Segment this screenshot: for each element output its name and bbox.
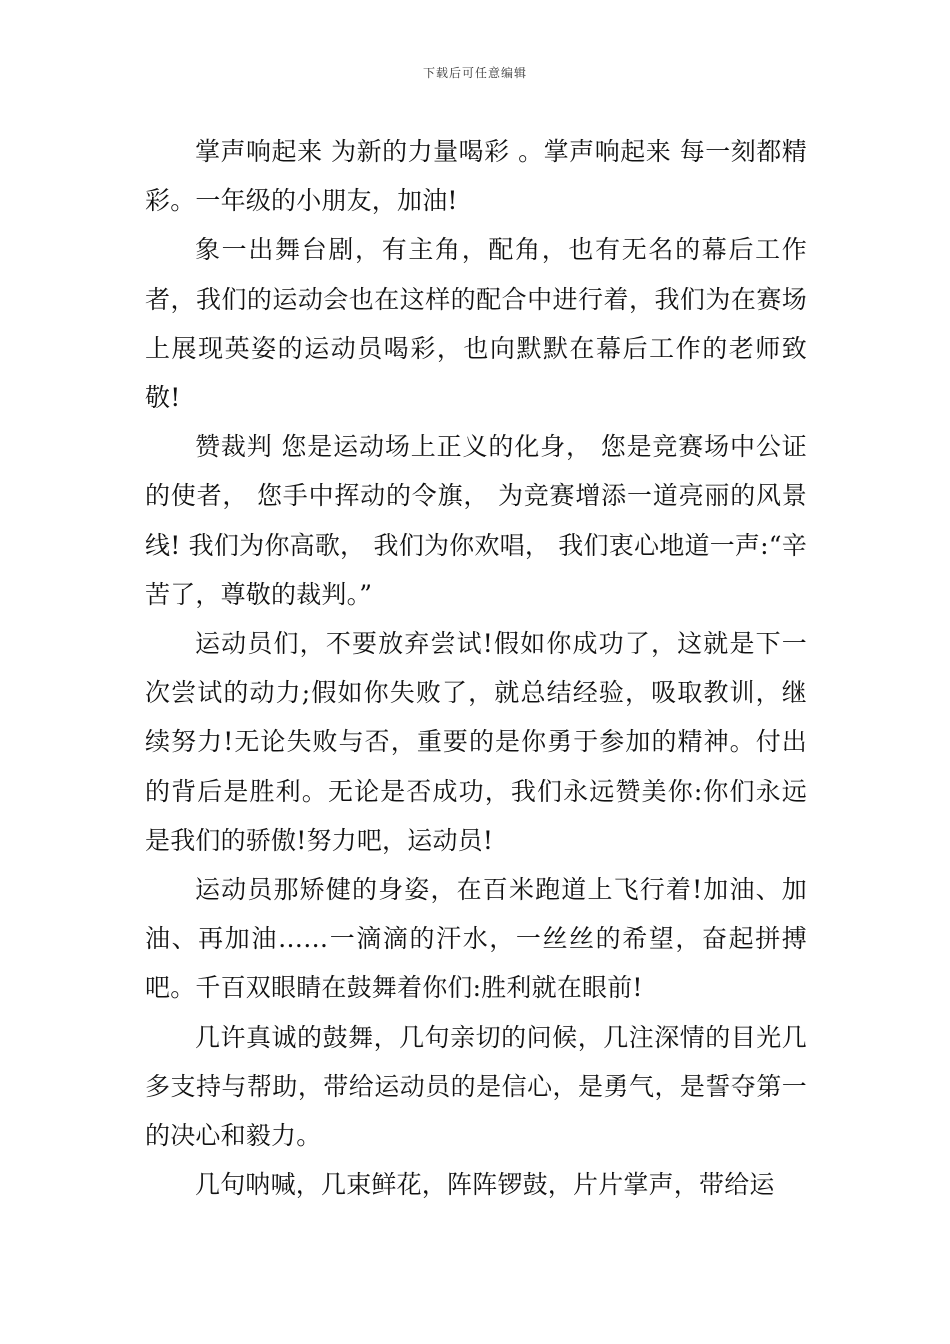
paragraph-1: 掌声响起来 为新的力量喝彩 。掌声响起来 每一刻都精彩。一年级的小朋友，加油! bbox=[145, 137, 807, 216]
paragraph-5: 运动员那矫健的身姿，在百米跑道上飞行着!加油、加油、再加油……一滴滴的汗水，一丝丝的希望，奋起拼搏吧。千百双眼睛在鼓舞着你们:胜利就在眼前! bbox=[145, 875, 807, 1003]
paragraph-4: 运动员们，不要放弃尝试!假如你成功了，这就是下一次尝试的动力;假如你失败了，就总结经验，吸取教训，继续努力!无论失败与否，重要的是你勇于参加的精神。付出的背后是胜利。无论是否成功，我们永远赞美你:你们永远是我们的骄傲!努力吧，运动员! bbox=[145, 629, 807, 855]
document-body bbox=[145, 127, 807, 1209]
paragraph-7: 几句呐喊，几束鲜花，阵阵锣鼓，片片掌声，带给运 bbox=[195, 1170, 775, 1200]
paragraph-3: 赞裁判 您是运动场上正义的化身， 您是竞赛场中公证的使者， 您手中挥动的令旗， 为竞赛增添一道亮丽的风景线! 我们为你高歌， 我们为你欢唱， 我们衷心地道一声:“辛苦了，尊敬的裁判。” bbox=[145, 432, 807, 609]
page-header: 下载后可任意编辑 bbox=[422, 66, 527, 80]
paragraph-2: 象一出舞台剧，有主角，配角，也有无名的幕后工作者，我们的运动会也在这样的配合中进行着，我们为在赛场上展现英姿的运动员喝彩，也向默默在幕后工作的老师致敬! bbox=[145, 235, 807, 413]
paragraph-6: 几许真诚的鼓舞，几句亲切的问候，几注深情的目光几多支持与帮助，带给运动员的是信心，是勇气，是誓夺第一的决心和毅力。 bbox=[145, 1022, 807, 1151]
